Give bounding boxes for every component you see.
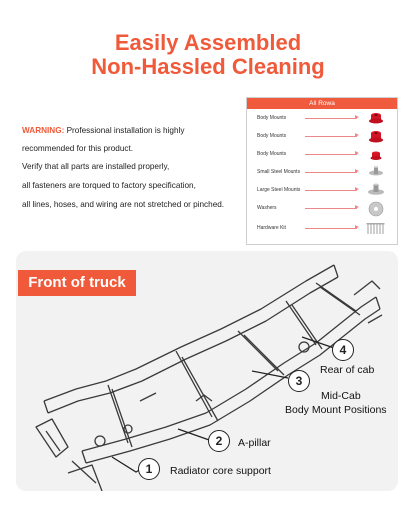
- part-name: Large Steel Mounts: [257, 187, 301, 193]
- parts-list-panel: [246, 97, 398, 245]
- callout-number-3: 3: [288, 370, 310, 392]
- callout-number-2: 2: [208, 430, 230, 452]
- callout-number-1: 1: [138, 458, 160, 480]
- warning-line-5: all lines, hoses, and wiring are not stretched or pinched.: [22, 200, 225, 209]
- warning-line-4: all fasteners are torqued to factory specification,: [22, 181, 196, 190]
- front-of-truck-tag: Front of truck: [18, 270, 136, 296]
- parts-row: [247, 164, 397, 182]
- hardware-kit-icon: [365, 220, 387, 238]
- parts-row: [247, 182, 397, 200]
- part-name: Small Steel Mounts: [257, 169, 301, 175]
- callout-label-rear-of-cab: Rear of cab: [320, 364, 375, 376]
- part-name: Body Mounts: [257, 133, 287, 139]
- parts-row: [247, 220, 397, 238]
- warning-line-1: [22, 121, 242, 140]
- part-name: Body Mounts: [257, 115, 287, 121]
- steel-mount-icon: [365, 164, 387, 182]
- parts-row: [247, 128, 397, 146]
- callout-label-radiator: Radiator core support: [170, 465, 271, 477]
- red-bushing-icon: [365, 146, 387, 164]
- warning-line-3: Verify that all parts are installed properly,: [22, 162, 170, 171]
- washer-icon: [365, 200, 387, 218]
- part-name: Washers: [257, 205, 277, 211]
- headline-line-1: Easily Assembled: [114, 30, 302, 55]
- parts-row: [247, 200, 397, 218]
- red-bushing-icon: [365, 128, 387, 146]
- parts-row: [247, 110, 397, 128]
- callout-label-mid-cab: Mid-Cab: [321, 390, 361, 402]
- steel-mount-icon: [365, 182, 387, 200]
- red-bushing-icon: [365, 110, 387, 128]
- part-name: Body Mounts: [257, 151, 287, 157]
- part-name: Hardware Kit: [257, 225, 286, 231]
- headline-line-2: Non-Hassled Cleaning: [91, 54, 325, 79]
- parts-row: [247, 146, 397, 164]
- parts-list-title: All Rowa: [247, 98, 397, 109]
- warning-label: WARNING:: [22, 126, 65, 135]
- callout-number-4: 4: [332, 339, 354, 361]
- callout-label-a-pillar: A-pillar: [238, 437, 271, 449]
- callout-label-body-mount-positions: Body Mount Positions: [285, 404, 387, 416]
- warning-text-1: Professional installation is highly: [66, 126, 185, 135]
- warning-line-2: recommended for this product.: [22, 144, 134, 153]
